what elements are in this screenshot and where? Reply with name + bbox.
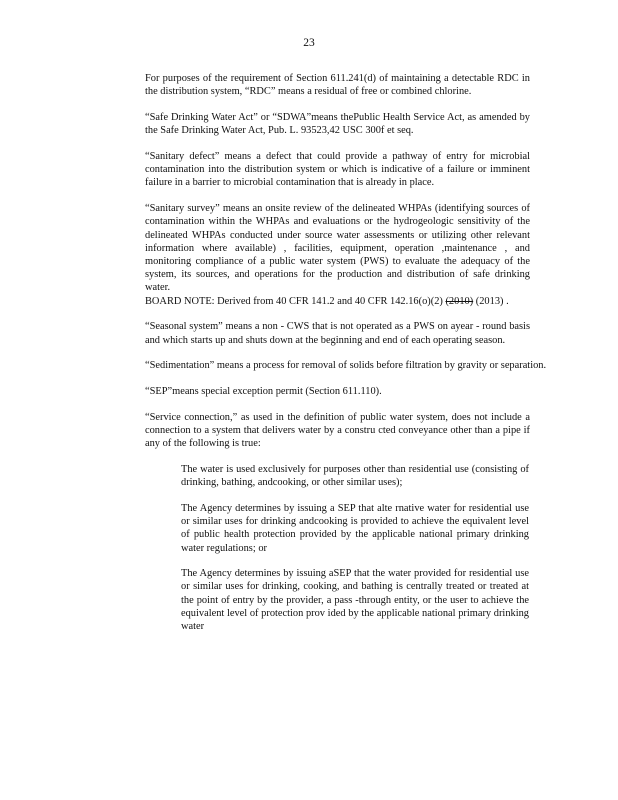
paragraph-service-connection: “Service connection,” as used in the definition of public water system, does not include a connection to a system that delivers water by a constru cted conveyance other than a pipe if any of the following is true: (145, 412, 530, 450)
service-connection-conditions (181, 463, 529, 633)
board-note (145, 295, 530, 308)
list-item: The Agency determines by issuing aSEP that the water provided for residential use or similar uses for drinking, cooking, and bathing is centrally treated or treated at the point of entry by the provider, a pass -through entity, or the user to achieve the equivalent level of protection prov ided by the applicable national primary drinking water (181, 568, 529, 633)
paragraph-rdc: For purposes of the requirement of Section 611.241(d) of maintaining a detectable RDC in the distribution system, “RDC” means a residual of free or combined chlorine. (145, 73, 530, 98)
paragraph-seasonal-system: “Seasonal system” means a non - CWS that is not operated as a PWS on ayear - round basis and which starts up and shuts down at the beginning and end of each operating season. (145, 321, 530, 346)
paragraph-sedimentation: “Sedimentation” means a process for removal of solids before filtration by gravity or separation. (145, 360, 547, 372)
paragraph-sdwa: “Safe Drinking Water Act” or “SDWA”means thePublic Health Service Act, as amended by the Safe Drinking Water Act, Pub. L. 93523,42 USC 300f et seq. (145, 112, 530, 137)
paragraph-sanitary-survey: “Sanitary survey” means an onsite review of the delineated WHPAs (identifying sources of contamination within the WHPAs and evaluations or the hydrogeologic sensitivity of the delineated WHPAs conducted under source water assessments or utilizing other relevant information where available) , facilities, equipment, operation ,maintenance , and monitoring compliance of a public water system (PWS) to evaluate the adequacy of the system, its sources, and operations for the production and distribution of safe drinking water. (145, 203, 530, 294)
board-note-text: BOARD NOTE: Derived from 40 CFR 141.2 and 40 CFR 142.16(o)(2) (145, 295, 443, 307)
page-number: 23 (303, 37, 315, 49)
board-note-end: (2013) . (475, 295, 509, 307)
list-item: The water is used exclusively for purposes other than residential use (consisting of drinking, bathing, andcooking, or other similar uses); (181, 464, 529, 489)
board-note-struck-year: (2010) (445, 295, 474, 307)
document-body (145, 72, 547, 646)
paragraph-sep: “SEP”means special exception permit (Section 611.110). (145, 386, 382, 398)
paragraph-sanitary-defect: “Sanitary defect” means a defect that could provide a pathway of entry for microbial contamination into the distribution system or which is indicative of a failure or imminent failure in a barrier to microbial contamination that is already in place. (145, 151, 530, 189)
list-item: The Agency determines by issuing a SEP that alte rnative water for residential use or similar uses for drinking andcooking is provided to achieve the equivalent level of public health protection provided by the applicable national primary drinking water regulations; or (181, 503, 529, 554)
